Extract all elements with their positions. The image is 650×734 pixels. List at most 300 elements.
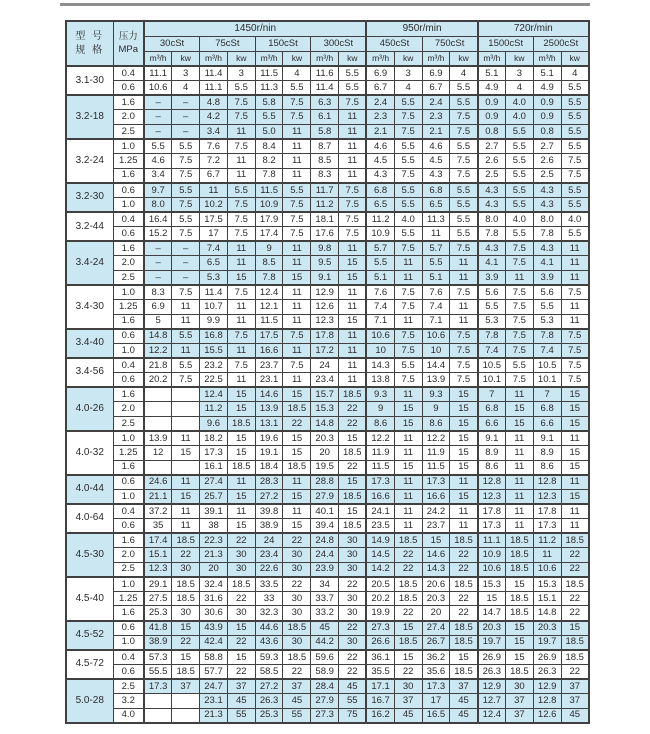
value-cell: 18.5 xyxy=(394,591,422,606)
value-cell: 30 xyxy=(339,533,367,548)
value-cell: 12.4 xyxy=(478,708,506,723)
value-cell: 11.5 xyxy=(255,314,283,329)
value-cell: 11 xyxy=(227,241,255,256)
value-cell xyxy=(172,460,200,475)
value-cell: 5.5 xyxy=(505,197,533,212)
value-cell: 7.5 xyxy=(561,372,589,387)
value-cell: 16.6 xyxy=(255,343,283,358)
value-cell: 5.5 xyxy=(450,81,478,96)
value-cell: 30 xyxy=(283,548,311,563)
value-cell: 4 xyxy=(283,66,311,81)
value-cell: 36.1 xyxy=(366,650,394,665)
value-cell: 7.5 xyxy=(505,372,533,387)
value-cell: 57.3 xyxy=(144,650,172,665)
value-cell: 14.5 xyxy=(366,548,394,563)
value-cell: 17.6 xyxy=(311,227,339,242)
value-cell: 22 xyxy=(339,664,367,679)
value-cell: 11 xyxy=(339,300,367,315)
value-cell: 11 xyxy=(394,387,422,402)
value-cell: 23.9 xyxy=(311,562,339,577)
header-row-units xyxy=(66,51,589,66)
value-cell: 6.5 xyxy=(366,197,394,212)
value-cell: 7.5 xyxy=(394,168,422,183)
value-cell xyxy=(144,416,172,431)
value-cell: 18.5 xyxy=(450,621,478,636)
value-cell: 11 xyxy=(505,270,533,285)
value-cell: 22 xyxy=(283,533,311,548)
value-cell: 19.9 xyxy=(366,606,394,621)
value-cell: 22 xyxy=(450,606,478,621)
value-cell: 14.8 xyxy=(533,606,561,621)
value-cell xyxy=(144,460,172,475)
value-cell: 27.3 xyxy=(366,621,394,636)
value-cell: 2.7 xyxy=(478,139,506,154)
value-cell: 11 xyxy=(339,139,367,154)
value-cell: 18.5 xyxy=(339,387,367,402)
value-cell: 11 xyxy=(394,489,422,504)
value-cell: 27.9 xyxy=(311,489,339,504)
value-cell: 11 xyxy=(561,504,589,519)
value-cell: 26.3 xyxy=(533,664,561,679)
pressure-cell: 0.4 xyxy=(113,650,144,665)
value-cell: 17.2 xyxy=(311,343,339,358)
value-cell: 6.8 xyxy=(533,402,561,417)
value-cell: 25.7 xyxy=(200,489,228,504)
value-cell: 7.5 xyxy=(283,110,311,125)
value-cell: 4.1 xyxy=(478,256,506,271)
value-cell: 22 xyxy=(227,635,255,650)
pressure-cell: 1.0 xyxy=(113,285,144,300)
value-cell: 11 xyxy=(561,431,589,446)
value-cell: 18.5 xyxy=(227,577,255,592)
value-cell: 18.5 xyxy=(339,445,367,460)
value-cell: 12.8 xyxy=(478,475,506,490)
pressure-cell: 1.6 xyxy=(113,606,144,621)
table-row xyxy=(66,227,589,242)
value-cell: 35.6 xyxy=(422,664,450,679)
value-cell: 0.9 xyxy=(533,110,561,125)
value-cell: 7.5 xyxy=(505,314,533,329)
value-cell: 15 xyxy=(505,402,533,417)
value-cell: 7.5 xyxy=(394,110,422,125)
value-cell: 10.7 xyxy=(200,300,228,315)
value-cell: 14.3 xyxy=(366,358,394,373)
value-cell: 7.5 xyxy=(505,343,533,358)
value-cell: 37 xyxy=(561,679,589,694)
value-cell: 10.9 xyxy=(255,197,283,212)
value-cell: 15 xyxy=(339,504,367,519)
value-cell: 15 xyxy=(227,270,255,285)
unit-header-flow: m³/h xyxy=(144,51,172,66)
value-cell: 37 xyxy=(394,694,422,709)
unit-header-flow: m³/h xyxy=(200,51,228,66)
speed-header-720: 720r/min xyxy=(478,21,589,36)
value-cell: 7.5 xyxy=(172,197,200,212)
value-cell: 22.6 xyxy=(255,562,283,577)
value-cell: 37 xyxy=(227,679,255,694)
value-cell: 27.5 xyxy=(144,591,172,606)
value-cell: 15 xyxy=(450,402,478,417)
value-cell: – xyxy=(144,124,172,139)
viscosity-header-150cst: 150cSt xyxy=(255,36,311,51)
value-cell: 11 xyxy=(339,110,367,125)
table-row xyxy=(66,329,589,344)
pressure-cell: 0.4 xyxy=(113,358,144,373)
viscosity-header-300cst: 300cSt xyxy=(311,36,367,51)
value-cell: 11 xyxy=(227,154,255,169)
value-cell: 13.9 xyxy=(255,402,283,417)
value-cell: 11 xyxy=(505,445,533,460)
value-cell: 59.3 xyxy=(255,650,283,665)
value-cell: 33.7 xyxy=(311,591,339,606)
value-cell: 5.5 xyxy=(227,81,255,96)
value-cell: 45 xyxy=(394,708,422,723)
table-row xyxy=(66,358,589,373)
value-cell: 6.7 xyxy=(366,81,394,96)
table-row xyxy=(66,387,589,402)
value-cell: 16.4 xyxy=(144,212,172,227)
value-cell: 11 xyxy=(227,343,255,358)
value-cell: 15 xyxy=(394,650,422,665)
value-cell: 14.8 xyxy=(144,329,172,344)
table-row xyxy=(66,139,589,154)
value-cell: 4 xyxy=(394,81,422,96)
value-cell: 11.4 xyxy=(200,285,228,300)
value-cell: 21.3 xyxy=(200,708,228,723)
value-cell: 15 xyxy=(283,270,311,285)
viscosity-header-2500cst: 2500cSt xyxy=(533,36,589,51)
value-cell: 5.5 xyxy=(366,256,394,271)
viscosity-header-450cst: 450cSt xyxy=(366,36,422,51)
value-cell: 15 xyxy=(505,416,533,431)
value-cell: 15 xyxy=(450,489,478,504)
header-row-viscosity xyxy=(66,36,589,51)
value-cell: 5.5 xyxy=(172,358,200,373)
table-row xyxy=(66,708,589,723)
value-cell: 18.5 xyxy=(339,489,367,504)
pressure-cell: 0.6 xyxy=(113,227,144,242)
value-cell: 5.3 xyxy=(200,270,228,285)
model-cell: 3.1-30 xyxy=(66,66,113,95)
pressure-cell: 2.5 xyxy=(113,270,144,285)
pressure-cell: 0.6 xyxy=(113,664,144,679)
value-cell: 22.5 xyxy=(200,372,228,387)
value-cell: 12.2 xyxy=(144,343,172,358)
value-cell: 4 xyxy=(450,66,478,81)
model-cell: 3.4-30 xyxy=(66,285,113,329)
value-cell: 17.3 xyxy=(422,475,450,490)
value-cell: 22 xyxy=(561,562,589,577)
unit-header-power: kw xyxy=(172,51,200,66)
value-cell: 22 xyxy=(227,591,255,606)
value-cell: 5.5 xyxy=(172,139,200,154)
value-cell: 7.1 xyxy=(422,314,450,329)
table-row xyxy=(66,81,589,96)
top-divider-line xyxy=(60,3,590,6)
value-cell: 38.9 xyxy=(144,635,172,650)
value-cell: 21.3 xyxy=(200,548,228,563)
value-cell: 6.8 xyxy=(422,183,450,198)
model-cell: 3.4-56 xyxy=(66,358,113,387)
value-cell: 31.6 xyxy=(200,591,228,606)
value-cell: 7.5 xyxy=(339,183,367,198)
value-cell: 15 xyxy=(422,533,450,548)
value-cell: 30 xyxy=(394,679,422,694)
value-cell: 15 xyxy=(227,489,255,504)
value-cell: 45 xyxy=(339,679,367,694)
value-cell: 15 xyxy=(478,591,506,606)
value-cell: 45 xyxy=(227,694,255,709)
table-row xyxy=(66,431,589,446)
value-cell: 3 xyxy=(505,66,533,81)
value-cell: 30 xyxy=(227,606,255,621)
value-cell: 9.8 xyxy=(311,241,339,256)
viscosity-header-750cst: 750cSt xyxy=(422,36,478,51)
value-cell: 15.1 xyxy=(533,591,561,606)
value-cell: 9.5 xyxy=(311,256,339,271)
table-row xyxy=(66,241,589,256)
value-cell: 7.5 xyxy=(450,358,478,373)
unit-header-power: kw xyxy=(283,51,311,66)
table-row xyxy=(66,154,589,169)
value-cell: 11 xyxy=(227,314,255,329)
value-cell: 14.6 xyxy=(255,387,283,402)
table-row xyxy=(66,183,589,198)
value-cell: 11.9 xyxy=(366,445,394,460)
value-cell: 7.5 xyxy=(561,329,589,344)
value-cell: 11 xyxy=(283,285,311,300)
value-cell: 11 xyxy=(533,548,561,563)
value-cell: 21.8 xyxy=(144,358,172,373)
value-cell: 15 xyxy=(339,314,367,329)
value-cell: 11.5 xyxy=(255,183,283,198)
value-cell: 6.5 xyxy=(422,197,450,212)
model-spec-header-line1: 型 号 xyxy=(75,31,105,42)
pressure-cell: 0.6 xyxy=(113,81,144,96)
value-cell: 14.8 xyxy=(311,416,339,431)
value-cell: 11 xyxy=(505,518,533,533)
value-cell: 15 xyxy=(227,518,255,533)
value-cell: – xyxy=(172,256,200,271)
value-cell: 6.8 xyxy=(366,183,394,198)
value-cell: 17.3 xyxy=(366,475,394,490)
value-cell: 15 xyxy=(394,621,422,636)
value-cell: 2.4 xyxy=(366,95,394,110)
value-cell: 15 xyxy=(561,402,589,417)
pressure-cell: 1.0 xyxy=(113,139,144,154)
value-cell: 30 xyxy=(283,562,311,577)
value-cell: 5.5 xyxy=(394,197,422,212)
value-cell: 15.5 xyxy=(200,343,228,358)
model-cell: 4.0-64 xyxy=(66,504,113,533)
value-cell: 19.5 xyxy=(311,460,339,475)
value-cell: 7.8 xyxy=(255,270,283,285)
value-cell: 16.8 xyxy=(200,329,228,344)
value-cell: 5.5 xyxy=(561,139,589,154)
value-cell: 15 xyxy=(561,621,589,636)
value-cell: 40.1 xyxy=(311,504,339,519)
value-cell: 5.5 xyxy=(394,154,422,169)
value-cell: 11 xyxy=(339,343,367,358)
value-cell: 7.5 xyxy=(339,212,367,227)
value-cell: 30 xyxy=(283,635,311,650)
value-cell: 20.2 xyxy=(366,591,394,606)
value-cell: 18.1 xyxy=(311,212,339,227)
value-cell: 11 xyxy=(283,475,311,490)
value-cell: 58.5 xyxy=(255,664,283,679)
value-cell: 30 xyxy=(505,679,533,694)
value-cell: 43.6 xyxy=(255,635,283,650)
value-cell: 15 xyxy=(561,445,589,460)
pressure-cell: 1.0 xyxy=(113,343,144,358)
value-cell: 11 xyxy=(172,504,200,519)
value-cell: 30 xyxy=(172,562,200,577)
unit-header-flow: m³/h xyxy=(478,51,506,66)
table-row xyxy=(66,314,589,329)
value-cell: 7.5 xyxy=(394,124,422,139)
value-cell: 7.5 xyxy=(561,285,589,300)
value-cell: 0.9 xyxy=(478,95,506,110)
value-cell: 10.9 xyxy=(366,227,394,242)
value-cell: 17.3 xyxy=(144,679,172,694)
value-cell: 18.5 xyxy=(283,621,311,636)
value-cell: 11.3 xyxy=(422,212,450,227)
table-row xyxy=(66,124,589,139)
value-cell: 29.1 xyxy=(144,577,172,592)
value-cell: 7.5 xyxy=(227,197,255,212)
value-cell: 7.5 xyxy=(172,168,200,183)
unit-header-power: kw xyxy=(394,51,422,66)
value-cell: 55.5 xyxy=(144,664,172,679)
value-cell: 12.8 xyxy=(533,475,561,490)
table-row xyxy=(66,372,589,387)
value-cell: 11 xyxy=(283,256,311,271)
value-cell: 30 xyxy=(339,606,367,621)
value-cell: 11 xyxy=(339,329,367,344)
value-cell: 7.5 xyxy=(172,372,200,387)
value-cell: 4.0 xyxy=(505,110,533,125)
value-cell: 15 xyxy=(227,431,255,446)
value-cell: 5.1 xyxy=(366,270,394,285)
pressure-cell: 1.25 xyxy=(113,154,144,169)
value-cell: 27.9 xyxy=(311,694,339,709)
value-cell: 11 xyxy=(227,372,255,387)
value-cell: 24 xyxy=(311,358,339,373)
value-cell: 20 xyxy=(311,445,339,460)
value-cell: 8.0 xyxy=(144,197,172,212)
table-row xyxy=(66,256,589,271)
value-cell: 15 xyxy=(450,416,478,431)
value-cell: 11 xyxy=(227,300,255,315)
table-row xyxy=(66,343,589,358)
value-cell: – xyxy=(172,95,200,110)
value-cell: 6.5 xyxy=(200,256,228,271)
speed-header-950: 950r/min xyxy=(366,21,477,36)
model-cell: 3.2-18 xyxy=(66,95,113,139)
value-cell: 11 xyxy=(172,343,200,358)
value-cell: 11 xyxy=(422,227,450,242)
value-cell: 11.7 xyxy=(311,183,339,198)
value-cell: 22 xyxy=(283,577,311,592)
value-cell: 4.5 xyxy=(422,154,450,169)
value-cell: 5.8 xyxy=(311,124,339,139)
value-cell: 7.5 xyxy=(561,168,589,183)
value-cell: 12.1 xyxy=(255,300,283,315)
table-row xyxy=(66,679,589,694)
value-cell: 11 xyxy=(505,387,533,402)
pressure-cell: 1.6 xyxy=(113,314,144,329)
value-cell: – xyxy=(144,241,172,256)
value-cell: 12.2 xyxy=(366,431,394,446)
value-cell: 15.3 xyxy=(533,577,561,592)
value-cell: 24.7 xyxy=(200,679,228,694)
value-cell: 7.5 xyxy=(450,343,478,358)
model-cell: 3.4-24 xyxy=(66,241,113,285)
value-cell: 10 xyxy=(422,343,450,358)
value-cell: 11 xyxy=(394,475,422,490)
value-cell: 23.4 xyxy=(311,372,339,387)
value-cell xyxy=(144,708,172,723)
value-cell: 10.6 xyxy=(533,562,561,577)
value-cell: 11.1 xyxy=(200,81,228,96)
value-cell: 6.8 xyxy=(478,402,506,417)
unit-header-flow: m³/h xyxy=(533,51,561,66)
value-cell: 5.5 xyxy=(172,212,200,227)
value-cell: 11 xyxy=(339,358,367,373)
value-cell: 18.5 xyxy=(394,635,422,650)
value-cell: 5.5 xyxy=(478,300,506,315)
value-cell: 27.3 xyxy=(311,708,339,723)
model-cell: 4.5-72 xyxy=(66,650,113,679)
value-cell: 7.5 xyxy=(450,329,478,344)
value-cell: 10 xyxy=(366,343,394,358)
value-cell: 7.5 xyxy=(227,285,255,300)
value-cell: 5.7 xyxy=(422,241,450,256)
value-cell: 18.4 xyxy=(255,460,283,475)
value-cell: 18.5 xyxy=(172,664,200,679)
table-row xyxy=(66,416,589,431)
value-cell: 16.2 xyxy=(366,708,394,723)
value-cell: 5.5 xyxy=(561,183,589,198)
value-cell: 35 xyxy=(144,518,172,533)
value-cell: 18.5 xyxy=(505,533,533,548)
value-cell xyxy=(172,708,200,723)
value-cell: 12.3 xyxy=(478,489,506,504)
value-cell: 37 xyxy=(172,679,200,694)
value-cell: 11.4 xyxy=(200,66,228,81)
value-cell: 9.3 xyxy=(366,387,394,402)
value-cell: 20 xyxy=(200,562,228,577)
value-cell: 4.1 xyxy=(533,256,561,271)
pressure-cell: 0.6 xyxy=(113,518,144,533)
value-cell: 6.9 xyxy=(144,300,172,315)
value-cell: 8.7 xyxy=(311,139,339,154)
value-cell: 22 xyxy=(394,548,422,563)
value-cell: 11 xyxy=(283,168,311,183)
value-cell: 34 xyxy=(311,577,339,592)
value-cell: 4.6 xyxy=(422,139,450,154)
value-cell: 22 xyxy=(450,562,478,577)
value-cell: 17 xyxy=(200,227,228,242)
unit-header-power: kw xyxy=(339,51,367,66)
value-cell: 5.1 xyxy=(533,66,561,81)
value-cell: 8.6 xyxy=(366,416,394,431)
value-cell: 5.5 xyxy=(339,81,367,96)
value-cell: 18.5 xyxy=(394,533,422,548)
value-cell: 14.9 xyxy=(366,533,394,548)
value-cell: 17.3 xyxy=(478,518,506,533)
value-cell: 11 xyxy=(561,314,589,329)
